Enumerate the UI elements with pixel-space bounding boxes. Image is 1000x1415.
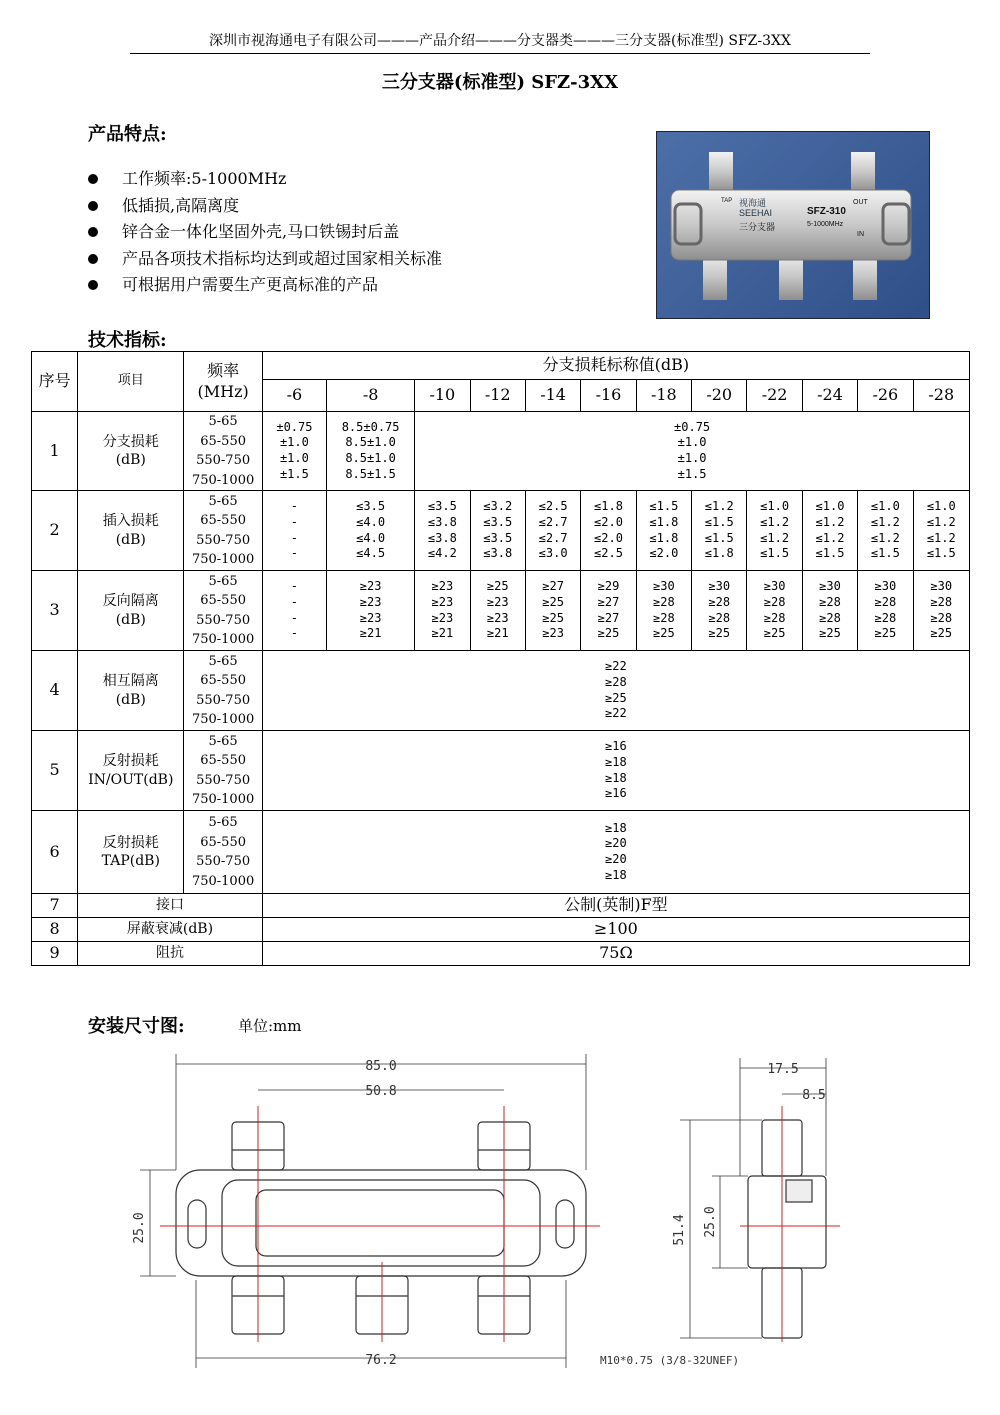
photo-model: SFZ-310: [807, 206, 846, 217]
product-photo: [656, 131, 930, 319]
row-no: 2: [32, 491, 78, 571]
table-row: [32, 918, 970, 942]
dim-side-body-height: 25.0: [703, 1206, 718, 1238]
cell-values: ≤3.5 ≤3.8 ≤3.8 ≤4.2: [415, 491, 470, 571]
cell-values: ≤3.5 ≤4.0 ≤4.0 ≤4.5: [327, 491, 415, 571]
row-no: 3: [32, 571, 78, 651]
cell-values: ≤1.0 ≤1.2 ≤1.2 ≤1.5: [913, 491, 969, 571]
col-header-value: -28: [913, 380, 969, 412]
col-header-value: -22: [747, 380, 802, 412]
cell-values: - - - -: [262, 491, 326, 571]
splitter-photo-illustration: [657, 132, 930, 319]
row-freq: 5-65 65-550 550-750 750-1000: [184, 412, 262, 491]
feature-item: 产品各项技术指标均达到或超过国家相关标准: [88, 246, 442, 273]
row-item: 相互隔离(dB): [78, 651, 184, 731]
photo-tap-label: TAP: [721, 198, 733, 204]
col-header-value: -16: [581, 380, 636, 412]
dimension-heading: 安装尺寸图:: [88, 1016, 185, 1037]
row-no: 6: [32, 811, 78, 894]
cell-values: ≥30 ≥28 ≥28 ≥25: [636, 571, 691, 651]
feature-item: 工作频率:5-1000MHz: [88, 166, 442, 193]
cell-values: ≤1.0 ≤1.2 ≤1.2 ≤1.5: [747, 491, 802, 571]
dim-height: 25.0: [132, 1212, 147, 1244]
cell-values: ≥30 ≥28 ≥28 ≥25: [747, 571, 802, 651]
spec-table: [31, 351, 970, 966]
row-item: 分支损耗(dB): [78, 412, 184, 491]
dim-side-height: 51.4: [672, 1214, 687, 1246]
front-body: [176, 1170, 586, 1276]
cell-values: ≤1.0 ≤1.2 ≤1.2 ≤1.5: [858, 491, 913, 571]
col-header-value: -14: [525, 380, 580, 412]
front-body-inner: [222, 1180, 540, 1266]
row-value: 75Ω: [262, 942, 969, 966]
table-row: [32, 491, 970, 571]
row-all-values: ≥16 ≥18 ≥18 ≥16: [262, 731, 969, 811]
row-item: 屏蔽衰减(dB): [78, 918, 263, 942]
col-header-value: -18: [636, 380, 691, 412]
table-row: [32, 412, 970, 491]
row-all-values: ≥22 ≥28 ≥25 ≥22: [262, 651, 969, 731]
page-header: 深圳市视海通电子有限公司———产品介绍———分支器类———三分支器(标准型) SFZ-3XX: [209, 33, 791, 49]
row-freq: 5-65 65-550 550-750 750-1000: [184, 571, 262, 651]
dimension-drawing: [0, 1040, 1000, 1380]
row-no: 4: [32, 651, 78, 731]
doc-title: 三分支器(标准型) SFZ-3XX: [381, 72, 619, 93]
cell-values: ≤1.8 ≤2.0 ≤2.0 ≤2.5: [581, 491, 636, 571]
dimension-unit: 单位:mm: [238, 1017, 302, 1035]
row-value: ≥100: [262, 918, 969, 942]
row-item: 接口: [78, 894, 263, 918]
photo-brand-en: SEEHAI: [739, 208, 773, 218]
row-no: 9: [32, 942, 78, 966]
col-header-value: -12: [470, 380, 525, 412]
cell-values: ≥23 ≥23 ≥23 ≥21: [327, 571, 415, 651]
header-rule: [130, 53, 870, 54]
table-row: [32, 942, 970, 966]
row-no: 7: [32, 894, 78, 918]
row-item: 反射损耗IN/OUT(dB): [78, 731, 184, 811]
col-header-value: -8: [327, 380, 415, 412]
table-row: [32, 731, 970, 811]
cell-values: ≥30 ≥28 ≥28 ≥25: [913, 571, 969, 651]
row-freq: 5-65 65-550 550-750 750-1000: [184, 731, 262, 811]
row-value: 公制(英制)F型: [262, 894, 969, 918]
row-item: 插入损耗(dB): [78, 491, 184, 571]
col-header-value: -26: [858, 380, 913, 412]
table-row: [32, 571, 970, 651]
photo-out-label: OUT: [853, 199, 868, 206]
row-no: 8: [32, 918, 78, 942]
col-header-group: 分支损耗标称值(dB): [262, 352, 969, 380]
photo-in-label: IN: [857, 231, 864, 238]
col-header-value: -20: [692, 380, 747, 412]
row-item: 反向隔离(dB): [78, 571, 184, 651]
row-freq: 5-65 65-550 550-750 750-1000: [184, 491, 262, 571]
col-header-freq: 频率(MHz): [184, 352, 262, 412]
cell-values: ≤3.2 ≤3.5 ≤3.5 ≤3.8: [470, 491, 525, 571]
cell-values: ≥23 ≥23 ≥23 ≥21: [415, 571, 470, 651]
row-no: 1: [32, 412, 78, 491]
row-freq: 5-65 65-550 550-750 750-1000: [184, 651, 262, 731]
dim-connector-spacing: 50.8: [365, 1084, 397, 1099]
cell-values: ≥29 ≥27 ≥27 ≥25: [581, 571, 636, 651]
cell-values: ±0.75 ±1.0 ±1.0 ±1.5: [262, 412, 326, 491]
photo-brand-cn: 视海通: [739, 198, 767, 208]
spec-heading: 技术指标:: [88, 330, 167, 351]
cell-values: - - - -: [262, 571, 326, 651]
feature-item: 低插损,高隔离度: [88, 193, 442, 220]
table-row: [32, 811, 970, 894]
row-freq: 5-65 65-550 550-750 750-1000: [184, 811, 262, 894]
row-item: 阻抗: [78, 942, 263, 966]
col-header-no: 序号: [32, 352, 78, 412]
dim-side-width: 17.5: [767, 1062, 799, 1077]
features-heading: 产品特点:: [88, 124, 167, 145]
row-no: 5: [32, 731, 78, 811]
cell-values: ≥30 ≥28 ≥28 ≥25: [692, 571, 747, 651]
feature-item: 锌合金一体化坚固外壳,马口铁锡封后盖: [88, 219, 442, 246]
col-header-value: -10: [415, 380, 470, 412]
cell-values: ≤1.5 ≤1.8 ≤1.8 ≤2.0: [636, 491, 691, 571]
feature-item: 可根据用户需要生产更高标准的产品: [88, 272, 442, 299]
col-header-value: -6: [262, 380, 326, 412]
cell-values: ≤1.0 ≤1.2 ≤1.2 ≤1.5: [802, 491, 857, 571]
front-mount-hole-left: [188, 1200, 206, 1248]
cell-values: ≥27 ≥25 ≥25 ≥23: [525, 571, 580, 651]
features-list: [88, 166, 442, 299]
col-header-value: -24: [802, 380, 857, 412]
table-row: [32, 894, 970, 918]
photo-name: 三分支器: [739, 222, 776, 232]
dim-width: 85.0: [365, 1059, 397, 1074]
front-mount-hole-right: [556, 1200, 574, 1248]
row-rest-values: ±0.75 ±1.0 ±1.0 ±1.5: [415, 412, 970, 491]
row-item: 反射损耗TAP(dB): [78, 811, 184, 894]
cell-values: ≥30 ≥28 ≥28 ≥25: [802, 571, 857, 651]
cell-values: ≥25 ≥23 ≥23 ≥21: [470, 571, 525, 651]
cell-values: ≤1.2 ≤1.5 ≤1.5 ≤1.8: [692, 491, 747, 571]
dim-thread: M10*0.75 (3/8-32UNEF): [600, 1354, 740, 1367]
cell-values: ≤2.5 ≤2.7 ≤2.7 ≤3.0: [525, 491, 580, 571]
cell-values: ≥30 ≥28 ≥28 ≥25: [858, 571, 913, 651]
photo-freq: 5-1000MHz: [807, 221, 844, 228]
dim-side-width-half: 8.5: [802, 1088, 826, 1103]
dim-bottom: 76.2: [365, 1353, 397, 1368]
cell-values: 8.5±0.75 8.5±1.0 8.5±1.0 8.5±1.5: [327, 412, 415, 491]
col-header-item: 项目: [78, 352, 184, 412]
row-all-values: ≥18 ≥20 ≥20 ≥18: [262, 811, 969, 894]
table-row: [32, 651, 970, 731]
